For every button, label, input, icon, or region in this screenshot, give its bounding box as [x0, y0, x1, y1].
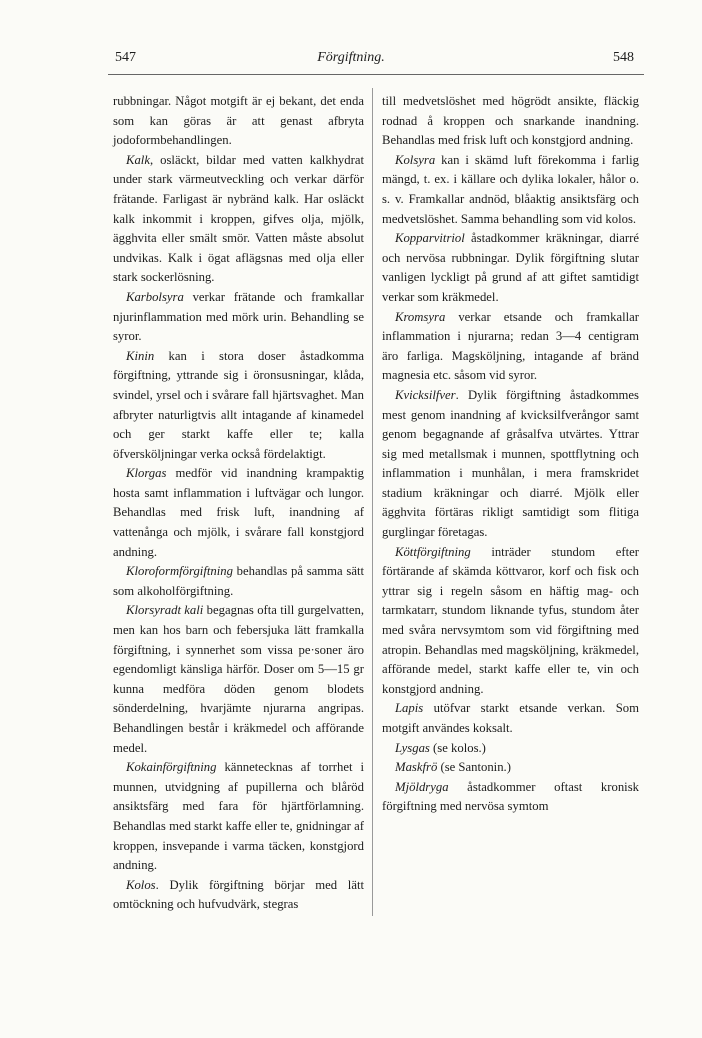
entry-paragraph: [382, 386, 639, 543]
page-number-left: 547: [115, 50, 136, 65]
entry-paragraph: [113, 347, 364, 465]
entry-text: medför vid inandning krampaktig hosta samt inflammation i luftvägar och lungor. Behandlas med frisk luft, inandning af vattenånga och mjölk, i svårare fall konstgjord andning.: [113, 466, 364, 559]
entry-text: begagnas ofta till gurgelvatten, men kan hos barn och febersjuka lätt framkalla förgiftning, i synnerhet som vissa pe·soner äro egendomligt känsliga härför. Doser om 5—15 gr kunna medföra döden genom blodets sönderdelning, hvarjämte njurarna angripas. Behandlingen består i kräkmedel och afförande medel.: [113, 603, 365, 755]
entry-term: Lysgas: [395, 740, 430, 755]
entry-paragraph: [382, 778, 639, 817]
entry-term: Kloroformförgiftning: [126, 564, 233, 579]
entry-text: kan i skämd luft förekomma i farlig mängd, t. ex. i källare och dylika lokaler, hålor o. s. v. Framkallar andnöd, blåaktig ansiktsfärg och medvetslöshet. Samma behandling som vid kolos.: [382, 152, 639, 226]
entry-text: verkar frätande och framkallar njurinflammation med mörk urin. Behandling se syror.: [113, 289, 364, 344]
entry-text: inträder stundom efter förtärande af skämda köttvaror, korf och fisk och yttrar sig i regeln såsom en häftig mag- och tarmkatarr, stundom liknande tyfus, stundom åter med svåra nervsymtom som vid förgiftning med atropin. Behandlas med magsköljning, kräkmedel, afförande medel, starkt kaffe eller te, vin och konstgjord andning.: [382, 544, 639, 696]
entry-paragraph: [382, 308, 639, 386]
entry-term: Kvicksilfver: [395, 387, 456, 402]
column-divider: [372, 88, 373, 916]
entry-paragraph: [382, 758, 639, 778]
entry-text: . Dylik förgiftning åstadkommes mest genom inandning af kvicksilfverångor samt genom begagnande af gråsalfva utvärtes. Yttrar sig med metallsmak i munnen, spottflytning och inflammation i munhålan, i mera framskridet stadium kräkningar och diarré. Mjölk eller ägghvita förtäras rikligt samtidigt som flitiga gurglingar företagas.: [382, 387, 639, 540]
entry-paragraph: [113, 151, 364, 288]
entry-paragraph: [382, 543, 639, 700]
entry-paragraph: [113, 562, 364, 601]
entry-term: Kolsyra: [395, 152, 436, 167]
entry-term: Kokainförgiftning: [126, 760, 217, 775]
entry-text: rubbningar. Något motgift är ej bekant, det enda som kan göras är att genast afbryta jodoformbehandlingen.: [113, 94, 364, 148]
entry-term: Maskfrö: [395, 760, 438, 775]
entry-paragraph: [382, 699, 639, 738]
entry-term: Kolos: [126, 877, 156, 892]
entry-text: (se Santonin.): [437, 760, 511, 775]
entry-term: Klorgas: [126, 466, 167, 481]
entry-paragraph: [382, 151, 639, 229]
entry-paragraph: [113, 92, 364, 151]
entry-paragraph: [113, 876, 364, 915]
left-column: [113, 92, 364, 915]
entry-term: Kromsyra: [395, 309, 446, 324]
entry-text: behandlas på samma sätt som alkoholförgiftning.: [113, 564, 364, 598]
entry-text: , osläckt, bildar med vatten kalkhydrat under stark värmeutveckling och verkar därför frätande. Farligast är nybränd kalk. Har osläckt kalk inkommit i kroppen, gifves olja, mjölk, ägghvita eller smält smör. Vatten måste absolut undvikas. Kalk i ögat aflägsnas med olja eller stark sockerlösning.: [113, 152, 364, 285]
entry-term: Köttförgiftning: [395, 544, 471, 559]
entry-paragraph: [113, 601, 364, 758]
entry-paragraph: [113, 758, 364, 876]
header-rule: [108, 74, 644, 75]
entry-text: åstadkommer kräkningar, diarré och nervösa rubbningar. Dylik förgiftning slutar vanligen lyckligt på grund af att giftet samtidigt verkar som kräkmedel.: [382, 231, 639, 304]
entry-text: kännetecknas af torrhet i munnen, utvidgning af pupillerna och blåröd ansiktsfärg med fara för hjärtförlamning. Behandlas med starkt kaffe eller te, gnidningar af kroppen, insvepande i varma täcken, konstgjord andning.: [113, 760, 364, 873]
entry-paragraph: [382, 229, 639, 307]
entry-term: Kinin: [126, 348, 155, 363]
entry-text: . Dylik förgiftning börjar med lätt omtöckning och hufvudvärk, stegras: [113, 877, 364, 912]
right-column: [382, 92, 639, 817]
entry-text: åstadkommer oftast kronisk förgiftning med nervösa symtom: [382, 779, 639, 814]
entry-term: Lapis: [395, 701, 424, 716]
entry-text: till medvetslöshet med högrödt ansikte, fläckig rodnad å kroppen och snarkande inandning. Behandlas med frisk luft och konstgjord andning.: [382, 94, 639, 148]
entry-term: Kopparvitriol: [395, 231, 465, 246]
entry-text: verkar etsande och framkallar inflammation i njurarna; redan 3—4 centigram äro farliga. Magsköljning, intagande af bränd magnesia etc. såsom vid syror.: [382, 309, 639, 383]
entry-text: kan i stora doser åstadkomma förgiftning, yttrande sig i öronsusningar, klåda, svindel, yrsel och i svårare fall hjärtsvaghet. Man afbryter naturligtvis allt intagande af kinamedel och ger starkt kaffe eller te; kalla öfversköljningar verka också fördelaktigt.: [113, 348, 364, 461]
entry-term: Kalk: [126, 152, 150, 167]
entry-paragraph: [382, 92, 639, 151]
entry-text: utöfvar starkt etsande verkan. Som motgift användes koksalt.: [382, 701, 639, 735]
page-number-right: 548: [613, 50, 634, 65]
entry-term: Karbolsyra: [126, 289, 184, 304]
entry-text: (se kolos.): [429, 740, 486, 755]
entry-term: Klorsyradt kali: [126, 603, 204, 618]
running-title: Förgiftning.: [317, 50, 385, 65]
entry-paragraph: [382, 739, 639, 759]
entry-paragraph: [113, 288, 364, 347]
entry-term: Mjöldryga: [395, 779, 449, 794]
entry-paragraph: [113, 464, 364, 562]
